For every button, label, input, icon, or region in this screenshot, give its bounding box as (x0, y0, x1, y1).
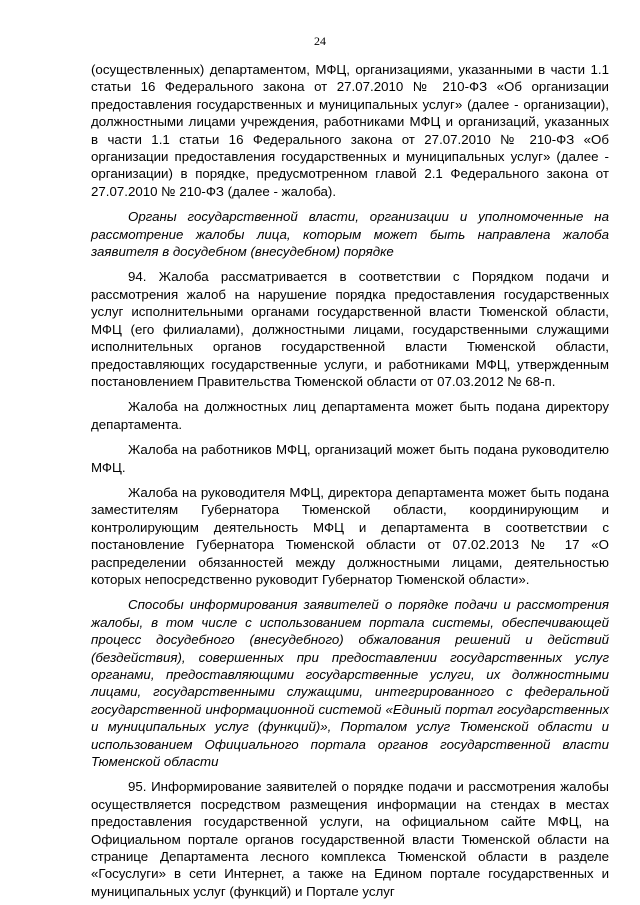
paragraph-continuation: (осуществленных) департаментом, МФЦ, организациями, указанными в части 1.1 статьи 16 Федерального закона от 27.07.2010 № 210-ФЗ «Об организации предоставления государственных и муниципальных услуг» (далее - организации), должностными лицами учреждения, работниками МФЦ и организаций, указанных в части 1.1 статьи 16 Федерального закона от 27.07.2010 № 210-ФЗ «Об организации предоставления государственных и муниципальных услуг» (далее - организации) в порядке, предусмотренном главой 2.1 Федерального закона от 27.07.2010 № 210-ФЗ (далее - жалоба). (91, 62, 609, 199)
paragraph-complaint-director: Жалоба на должностных лиц департамента может быть подана директору департамента. (91, 399, 609, 432)
section-heading-complaint-recipients: Органы государственной власти, организации и уполномоченные на рассмотрение жалобы лица, которым может быть направлена жалоба заявителя в досудебном (внесудебном) порядке (91, 209, 609, 260)
paragraph-complaint-mfc-head: Жалоба на работников МФЦ, организаций может быть подана руководителю МФЦ. (91, 442, 609, 475)
document-body (91, 61, 609, 900)
paragraph-94: 94. Жалоба рассматривается в соответствии с Порядком подачи и рассмотрения жалоб на нарушение порядка предоставления государственных услуг исполнительными органами государственной власти Тюменской области, МФЦ (его филиалами), должностными лицами, государственными служащими исполнительных органов государственной власти Тюменской области, предоставляющих государственные услуги, и работниками МФЦ, утвержденным постановлением Правительства Тюменской области от 07.03.2012 № 68-п. (91, 269, 609, 389)
paragraph-95: 95. Информирование заявителей о порядке подачи и рассмотрения жалобы осуществляется посредством размещения информации на стендах в местах предоставления государственной услуги, на официальном сайте МФЦ, на Официальном портале органов государственной власти Тюменской области на странице Департамента лесного комплекса Тюменской области в разделе «Госуслуги» в сети Интернет, а также на Едином портале государственных и муниципальных услуг (функций) и Портале услуг (91, 779, 609, 899)
page-number: 24 (314, 34, 326, 48)
paragraph-complaint-deputy-governors: Жалоба на руководителя МФЦ, директора департамента может быть подана заместителям Губернатора Тюменской области, координирующим и контролирующим деятельность МФЦ и департамента в соответствии с постановление Губернатора Тюменской области от 07.02.2013 № 17 «О распределении обязанностей между должностными лицами, деятельностью которых непосредственно руководит Губернатор Тюменской области». (91, 484, 609, 587)
section-heading-information-methods: Способы информирования заявителей о порядке подачи и рассмотрения жалобы, в том числе с использованием портала системы, обеспечивающей процесс досудебного (внесудебного) обжалования решений и действий (бездействия), совершенных при предоставлении государственных услуг органами, предоставляющими государственные услуги, их должностными лицами, государственными служащими, интегрированного с федеральной государственной информационной системой «Единый портал государственных и муниципальных услуг (функций)», Порталом услуг Тюменской области и использованием Официального портала органов государственной власти Тюменской области (91, 597, 609, 770)
